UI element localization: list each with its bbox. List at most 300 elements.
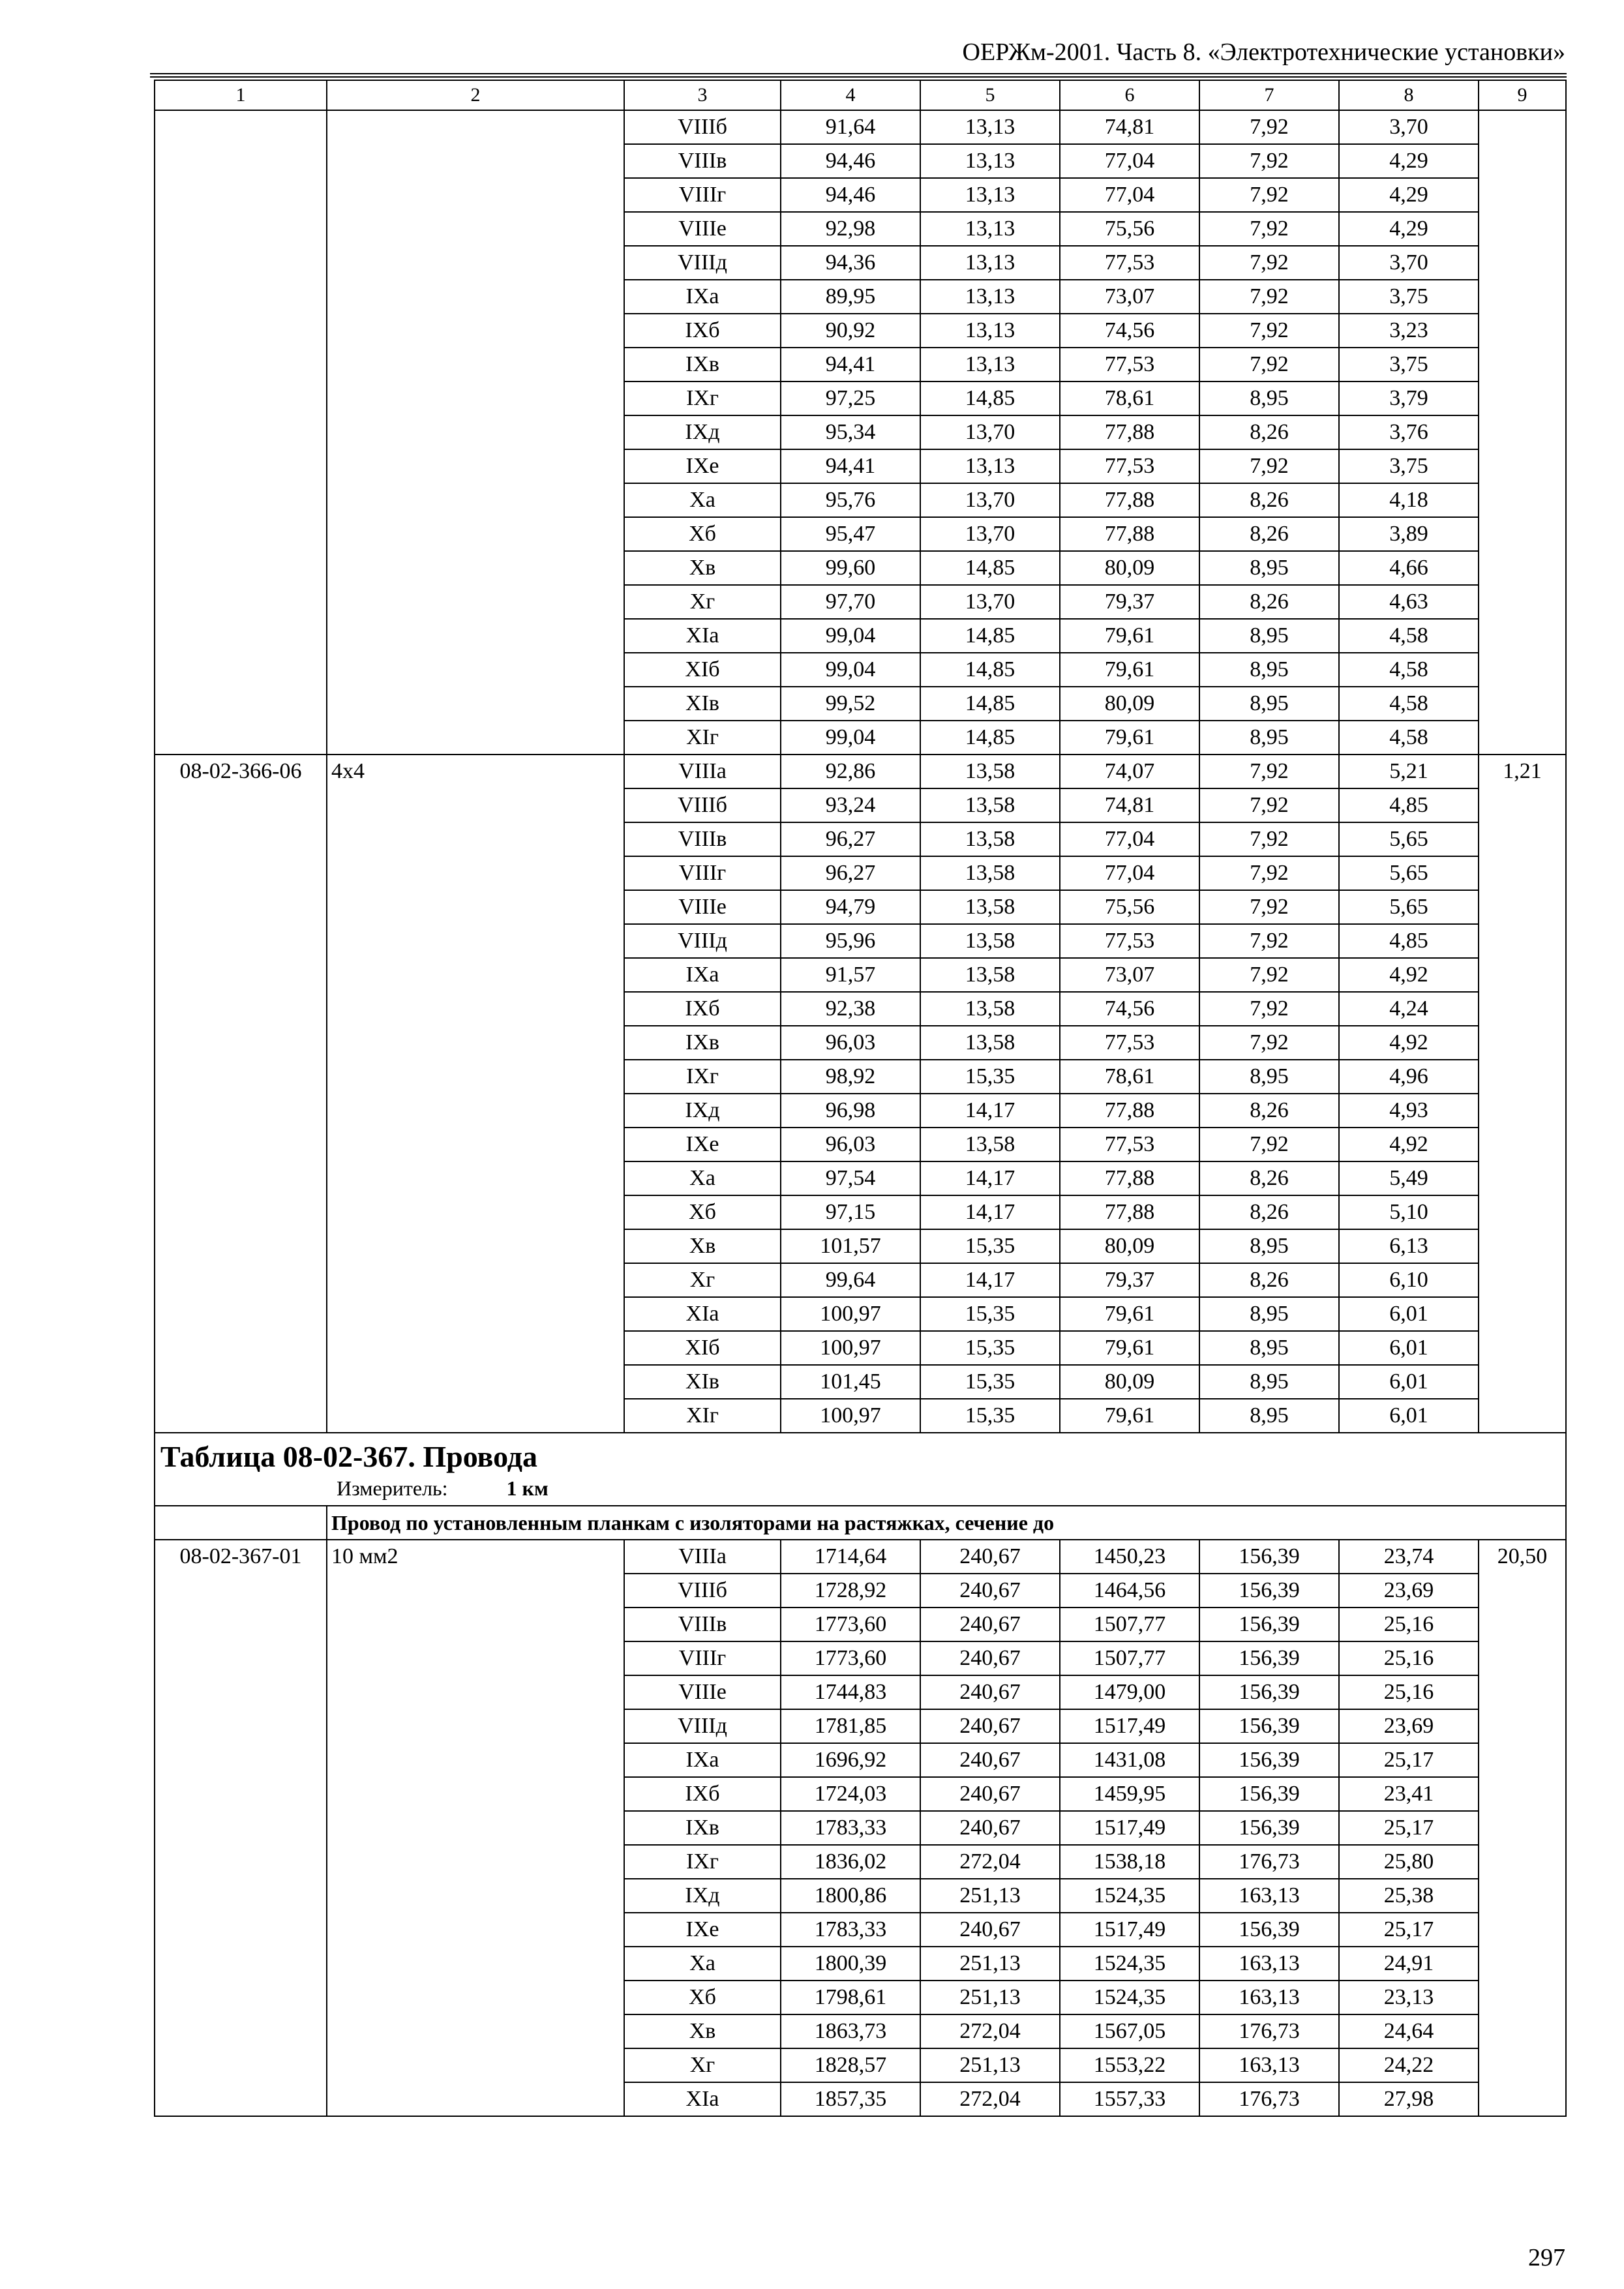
value-cell: 15,35 [920, 1365, 1060, 1399]
value-cell: 13,13 [920, 449, 1060, 483]
rate-code [155, 110, 327, 755]
zone-cell: Xб [624, 1195, 781, 1229]
value-cell: 1728,92 [781, 1574, 920, 1608]
value-cell: 75,56 [1060, 890, 1199, 924]
value-cell: 1800,39 [781, 1947, 920, 1981]
column-header: 7 [1199, 80, 1339, 110]
material-value [1479, 110, 1566, 755]
value-cell: 14,17 [920, 1263, 1060, 1297]
value-cell: 1517,49 [1060, 1913, 1199, 1947]
value-cell: 7,92 [1199, 958, 1339, 992]
value-cell: 1459,95 [1060, 1777, 1199, 1811]
value-cell: 4,63 [1339, 585, 1479, 619]
value-cell: 156,39 [1199, 1777, 1339, 1811]
value-cell: 75,56 [1060, 212, 1199, 246]
value-cell: 13,13 [920, 110, 1060, 144]
value-cell: 79,61 [1060, 1331, 1199, 1365]
value-cell: 8,26 [1199, 517, 1339, 551]
zone-cell: IXе [624, 1913, 781, 1947]
value-cell: 1567,05 [1060, 2014, 1199, 2048]
zone-cell: IXе [624, 1128, 781, 1161]
zone-cell: Xб [624, 1981, 781, 2014]
value-cell: 4,93 [1339, 1094, 1479, 1128]
table-row [155, 755, 1566, 788]
zone-cell: IXа [624, 958, 781, 992]
value-cell: 1836,02 [781, 1845, 920, 1879]
table-title-row [155, 1433, 1566, 1506]
value-cell: 5,65 [1339, 890, 1479, 924]
value-cell: 7,92 [1199, 890, 1339, 924]
value-cell: 78,61 [1060, 382, 1199, 415]
value-cell: 25,17 [1339, 1913, 1479, 1947]
value-cell: 8,95 [1199, 1365, 1339, 1399]
value-cell: 156,39 [1199, 1709, 1339, 1743]
value-cell: 4,92 [1339, 1026, 1479, 1060]
value-cell: 1724,03 [781, 1777, 920, 1811]
value-cell: 77,88 [1060, 1161, 1199, 1195]
value-cell: 7,92 [1199, 856, 1339, 890]
value-cell: 14,85 [920, 687, 1060, 721]
value-cell: 4,92 [1339, 1128, 1479, 1161]
value-cell: 23,74 [1339, 1540, 1479, 1574]
value-cell: 80,09 [1060, 687, 1199, 721]
zone-cell: IXв [624, 348, 781, 382]
value-cell: 73,07 [1060, 280, 1199, 314]
value-cell: 3,75 [1339, 449, 1479, 483]
value-cell: 4,29 [1339, 178, 1479, 212]
value-cell: 14,17 [920, 1094, 1060, 1128]
zone-cell: VIIIб [624, 788, 781, 822]
value-cell: 6,01 [1339, 1399, 1479, 1433]
value-cell: 99,04 [781, 721, 920, 755]
value-cell: 5,10 [1339, 1195, 1479, 1229]
value-cell: 24,91 [1339, 1947, 1479, 1981]
zone-cell: Xа [624, 1947, 781, 1981]
value-cell: 23,41 [1339, 1777, 1479, 1811]
value-cell: 25,17 [1339, 1811, 1479, 1845]
zone-cell: VIIIд [624, 1709, 781, 1743]
header-rule [150, 73, 1567, 78]
rate-code: 08-02-367-01 [155, 1540, 327, 2116]
value-cell: 3,79 [1339, 382, 1479, 415]
page-number: 297 [1528, 2244, 1565, 2271]
value-cell: 15,35 [920, 1060, 1060, 1094]
value-cell: 240,67 [920, 1540, 1060, 1574]
value-cell: 96,27 [781, 856, 920, 890]
value-cell: 7,92 [1199, 144, 1339, 178]
value-cell: 4,85 [1339, 788, 1479, 822]
material-value: 1,21 [1479, 755, 1566, 1433]
zone-cell: VIIIг [624, 1641, 781, 1675]
value-cell: 94,46 [781, 144, 920, 178]
value-cell: 14,17 [920, 1195, 1060, 1229]
value-cell: 1696,92 [781, 1743, 920, 1777]
value-cell: 251,13 [920, 1947, 1060, 1981]
value-cell: 73,07 [1060, 958, 1199, 992]
value-cell: 15,35 [920, 1399, 1060, 1433]
value-cell: 7,92 [1199, 449, 1339, 483]
zone-cell: Xв [624, 551, 781, 585]
value-cell: 23,69 [1339, 1709, 1479, 1743]
value-cell: 7,92 [1199, 314, 1339, 348]
zone-cell: IXд [624, 1094, 781, 1128]
value-cell: 6,10 [1339, 1263, 1479, 1297]
value-cell: 1517,49 [1060, 1709, 1199, 1743]
value-cell: 4,58 [1339, 687, 1479, 721]
value-cell: 251,13 [920, 2048, 1060, 2082]
zone-cell: VIIIд [624, 246, 781, 280]
value-cell: 1744,83 [781, 1675, 920, 1709]
value-cell: 8,26 [1199, 1195, 1339, 1229]
value-cell: 7,92 [1199, 822, 1339, 856]
value-cell: 13,58 [920, 924, 1060, 958]
value-cell: 13,58 [920, 822, 1060, 856]
value-cell: 96,27 [781, 822, 920, 856]
value-cell: 4,29 [1339, 144, 1479, 178]
value-cell: 156,39 [1199, 1574, 1339, 1608]
value-cell: 95,34 [781, 415, 920, 449]
value-cell: 3,70 [1339, 110, 1479, 144]
column-header: 4 [781, 80, 920, 110]
meter-label: Измеритель: [337, 1476, 448, 1500]
value-cell: 99,52 [781, 687, 920, 721]
zone-cell: Xа [624, 483, 781, 517]
value-cell: 13,13 [920, 314, 1060, 348]
value-cell: 1773,60 [781, 1641, 920, 1675]
value-cell: 163,13 [1199, 1879, 1339, 1913]
value-cell: 8,95 [1199, 1229, 1339, 1263]
value-cell: 5,21 [1339, 755, 1479, 788]
value-cell: 240,67 [920, 1709, 1060, 1743]
value-cell: 13,13 [920, 246, 1060, 280]
value-cell: 95,47 [781, 517, 920, 551]
value-cell: 4,29 [1339, 212, 1479, 246]
value-cell: 94,41 [781, 449, 920, 483]
value-cell: 8,95 [1199, 1297, 1339, 1331]
value-cell: 8,26 [1199, 1094, 1339, 1128]
value-cell: 99,04 [781, 619, 920, 653]
value-cell: 8,26 [1199, 415, 1339, 449]
zone-cell: VIIIб [624, 110, 781, 144]
value-cell: 1863,73 [781, 2014, 920, 2048]
value-cell: 24,64 [1339, 2014, 1479, 2048]
zone-cell: Xв [624, 1229, 781, 1263]
value-cell: 77,53 [1060, 1128, 1199, 1161]
value-cell: 7,92 [1199, 788, 1339, 822]
value-cell: 77,88 [1060, 517, 1199, 551]
value-cell: 27,98 [1339, 2082, 1479, 2116]
value-cell: 163,13 [1199, 2048, 1339, 2082]
value-cell: 13,58 [920, 1026, 1060, 1060]
value-cell: 7,92 [1199, 110, 1339, 144]
zone-cell: VIIIа [624, 755, 781, 788]
value-cell: 1464,56 [1060, 1574, 1199, 1608]
zone-cell: VIIIе [624, 1675, 781, 1709]
value-cell: 1553,22 [1060, 2048, 1199, 2082]
value-cell: 8,26 [1199, 585, 1339, 619]
zone-cell: XIг [624, 721, 781, 755]
column-header: 1 [155, 80, 327, 110]
value-cell: 25,16 [1339, 1608, 1479, 1641]
value-cell: 13,58 [920, 958, 1060, 992]
value-cell: 14,85 [920, 721, 1060, 755]
value-cell: 94,46 [781, 178, 920, 212]
value-cell: 13,13 [920, 212, 1060, 246]
value-cell: 94,41 [781, 348, 920, 382]
value-cell: 1507,77 [1060, 1641, 1199, 1675]
value-cell: 100,97 [781, 1331, 920, 1365]
zone-cell: VIIIе [624, 890, 781, 924]
value-cell: 74,56 [1060, 992, 1199, 1026]
value-cell: 4,58 [1339, 619, 1479, 653]
value-cell: 14,17 [920, 1161, 1060, 1195]
value-cell: 79,61 [1060, 721, 1199, 755]
value-cell: 79,61 [1060, 1399, 1199, 1433]
value-cell: 272,04 [920, 2014, 1060, 2048]
value-cell: 100,97 [781, 1297, 920, 1331]
value-cell: 1714,64 [781, 1540, 920, 1574]
value-cell: 272,04 [920, 1845, 1060, 1879]
value-cell: 8,95 [1199, 1399, 1339, 1433]
value-cell: 240,67 [920, 1675, 1060, 1709]
value-cell: 80,09 [1060, 1229, 1199, 1263]
value-cell: 91,57 [781, 958, 920, 992]
value-cell: 1773,60 [781, 1608, 920, 1641]
description-spacer [155, 1506, 327, 1540]
value-cell: 79,61 [1060, 619, 1199, 653]
value-cell: 1524,35 [1060, 1981, 1199, 2014]
value-cell: 92,86 [781, 755, 920, 788]
value-cell: 79,61 [1060, 653, 1199, 687]
zone-cell: XIв [624, 1365, 781, 1399]
value-cell: 92,98 [781, 212, 920, 246]
value-cell: 1517,49 [1060, 1811, 1199, 1845]
zone-cell: VIIIг [624, 856, 781, 890]
column-header: 6 [1060, 80, 1199, 110]
value-cell: 4,85 [1339, 924, 1479, 958]
zone-cell: IXб [624, 992, 781, 1026]
table-row [155, 110, 1566, 144]
value-cell: 6,01 [1339, 1297, 1479, 1331]
rate-code: 08-02-366-06 [155, 755, 327, 1433]
value-cell: 272,04 [920, 2082, 1060, 2116]
value-cell: 14,85 [920, 551, 1060, 585]
value-cell: 13,58 [920, 788, 1060, 822]
zone-cell: VIIIв [624, 144, 781, 178]
value-cell: 8,95 [1199, 1331, 1339, 1365]
section-size: 10 мм2 [327, 1540, 624, 2116]
value-cell: 1524,35 [1060, 1947, 1199, 1981]
value-cell: 156,39 [1199, 1743, 1339, 1777]
value-cell: 163,13 [1199, 1981, 1339, 2014]
value-cell: 8,95 [1199, 687, 1339, 721]
value-cell: 156,39 [1199, 1675, 1339, 1709]
description-text: Провод по установленным планкам с изоляторами на растяжках, сечение до [327, 1506, 1566, 1540]
value-cell: 79,37 [1060, 1263, 1199, 1297]
value-cell: 1479,00 [1060, 1675, 1199, 1709]
value-cell: 8,95 [1199, 551, 1339, 585]
zone-cell: Xв [624, 2014, 781, 2048]
value-cell: 13,13 [920, 144, 1060, 178]
value-cell: 99,60 [781, 551, 920, 585]
zone-cell: IXг [624, 382, 781, 415]
zone-cell: VIIIа [624, 1540, 781, 1574]
zone-cell: IXд [624, 1879, 781, 1913]
zone-cell: IXа [624, 280, 781, 314]
value-cell: 101,57 [781, 1229, 920, 1263]
value-cell: 89,95 [781, 280, 920, 314]
section-size: 4х4 [327, 755, 624, 1433]
value-cell: 4,24 [1339, 992, 1479, 1026]
value-cell: 1524,35 [1060, 1879, 1199, 1913]
value-cell: 23,13 [1339, 1981, 1479, 2014]
value-cell: 240,67 [920, 1574, 1060, 1608]
zone-cell: IXе [624, 449, 781, 483]
value-cell: 77,04 [1060, 144, 1199, 178]
value-cell: 13,70 [920, 483, 1060, 517]
value-cell: 94,79 [781, 890, 920, 924]
value-cell: 3,76 [1339, 415, 1479, 449]
value-cell: 6,01 [1339, 1331, 1479, 1365]
value-cell: 7,92 [1199, 755, 1339, 788]
value-cell: 79,37 [1060, 585, 1199, 619]
value-cell: 97,70 [781, 585, 920, 619]
zone-cell: IXб [624, 314, 781, 348]
value-cell: 156,39 [1199, 1641, 1339, 1675]
zone-cell: IXв [624, 1811, 781, 1845]
value-cell: 79,61 [1060, 1297, 1199, 1331]
value-cell: 251,13 [920, 1879, 1060, 1913]
value-cell: 77,53 [1060, 924, 1199, 958]
value-cell: 1557,33 [1060, 2082, 1199, 2116]
value-cell: 96,98 [781, 1094, 920, 1128]
value-cell: 24,22 [1339, 2048, 1479, 2082]
value-cell: 7,92 [1199, 992, 1339, 1026]
value-cell: 77,53 [1060, 449, 1199, 483]
zone-cell: Xг [624, 1263, 781, 1297]
value-cell: 13,58 [920, 992, 1060, 1026]
value-cell: 7,92 [1199, 348, 1339, 382]
column-header: 8 [1339, 80, 1479, 110]
zone-cell: VIIIг [624, 178, 781, 212]
zone-cell: Xа [624, 1161, 781, 1195]
meter-unit: 1 км [506, 1476, 549, 1500]
value-cell: 25,38 [1339, 1879, 1479, 1913]
value-cell: 8,26 [1199, 1263, 1339, 1297]
zone-cell: VIIIб [624, 1574, 781, 1608]
value-cell: 90,92 [781, 314, 920, 348]
value-cell: 96,03 [781, 1128, 920, 1161]
value-cell: 5,65 [1339, 822, 1479, 856]
zone-cell: XIб [624, 1331, 781, 1365]
value-cell: 4,58 [1339, 721, 1479, 755]
zone-cell: XIб [624, 653, 781, 687]
zone-cell: VIIIв [624, 1608, 781, 1641]
value-cell: 4,58 [1339, 653, 1479, 687]
value-cell: 240,67 [920, 1641, 1060, 1675]
value-cell: 97,54 [781, 1161, 920, 1195]
value-cell: 1798,61 [781, 1981, 920, 2014]
value-cell: 92,38 [781, 992, 920, 1026]
value-cell: 156,39 [1199, 1540, 1339, 1574]
value-cell: 23,69 [1339, 1574, 1479, 1608]
value-cell: 25,16 [1339, 1675, 1479, 1709]
value-cell: 97,25 [781, 382, 920, 415]
value-cell: 77,53 [1060, 1026, 1199, 1060]
value-cell: 176,73 [1199, 2014, 1339, 2048]
zone-cell: XIг [624, 1399, 781, 1433]
value-cell: 78,61 [1060, 1060, 1199, 1094]
description-row [155, 1506, 1566, 1540]
value-cell: 7,92 [1199, 1128, 1339, 1161]
value-cell: 176,73 [1199, 1845, 1339, 1879]
value-cell: 156,39 [1199, 1811, 1339, 1845]
column-header-row [155, 80, 1566, 110]
value-cell: 8,95 [1199, 382, 1339, 415]
value-cell: 163,13 [1199, 1947, 1339, 1981]
zone-cell: VIIIе [624, 212, 781, 246]
zone-cell: XIа [624, 1297, 781, 1331]
zone-cell: Xб [624, 517, 781, 551]
value-cell: 96,03 [781, 1026, 920, 1060]
value-cell: 14,85 [920, 382, 1060, 415]
column-header: 2 [327, 80, 624, 110]
value-cell: 3,75 [1339, 280, 1479, 314]
value-cell: 1783,33 [781, 1811, 920, 1845]
rates-table [154, 80, 1567, 2117]
value-cell: 7,92 [1199, 280, 1339, 314]
value-cell: 6,13 [1339, 1229, 1479, 1263]
zone-cell: XIа [624, 2082, 781, 2116]
value-cell: 1828,57 [781, 2048, 920, 2082]
value-cell: 74,81 [1060, 788, 1199, 822]
zone-cell: Xг [624, 2048, 781, 2082]
value-cell: 13,13 [920, 280, 1060, 314]
column-header: 5 [920, 80, 1060, 110]
value-cell: 74,56 [1060, 314, 1199, 348]
value-cell: 8,26 [1199, 483, 1339, 517]
table-row [155, 1540, 1566, 1574]
value-cell: 99,64 [781, 1263, 920, 1297]
value-cell: 8,95 [1199, 619, 1339, 653]
value-cell: 13,13 [920, 348, 1060, 382]
value-cell: 1800,86 [781, 1879, 920, 1913]
value-cell: 14,85 [920, 619, 1060, 653]
value-cell: 77,88 [1060, 1094, 1199, 1128]
value-cell: 7,92 [1199, 1026, 1339, 1060]
value-cell: 4,66 [1339, 551, 1479, 585]
value-cell: 8,95 [1199, 721, 1339, 755]
zone-cell: Xг [624, 585, 781, 619]
value-cell: 77,04 [1060, 822, 1199, 856]
zone-cell: VIIIд [624, 924, 781, 958]
value-cell: 77,53 [1060, 246, 1199, 280]
zone-cell: XIа [624, 619, 781, 653]
value-cell: 99,04 [781, 653, 920, 687]
value-cell: 3,23 [1339, 314, 1479, 348]
value-cell: 3,70 [1339, 246, 1479, 280]
value-cell: 1857,35 [781, 2082, 920, 2116]
value-cell: 1450,23 [1060, 1540, 1199, 1574]
table-body [155, 80, 1566, 2116]
value-cell: 5,65 [1339, 856, 1479, 890]
value-cell: 176,73 [1199, 2082, 1339, 2116]
value-cell: 25,17 [1339, 1743, 1479, 1777]
column-header: 3 [624, 80, 781, 110]
value-cell: 97,15 [781, 1195, 920, 1229]
value-cell: 13,58 [920, 890, 1060, 924]
zone-cell: IXа [624, 1743, 781, 1777]
